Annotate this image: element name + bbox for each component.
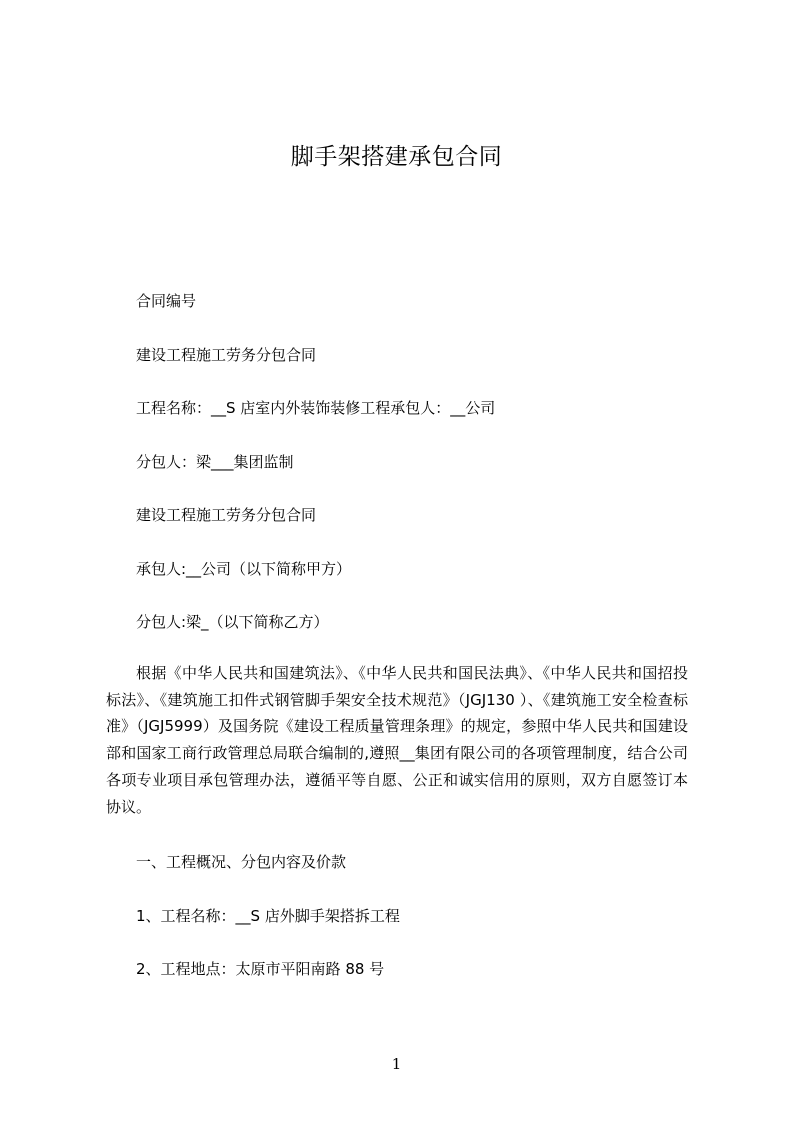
contract-number-label: 合同编号 [136,292,197,310]
section-heading: 一、工程概况、分包内容及价款 [136,853,347,871]
project-name-item: 1、工程名称：__S 店外脚手架搭拆工程 [136,907,400,925]
page-number: 1 [391,1055,402,1073]
contract-type-line: 建设工程施工劳务分包合同 [136,346,317,364]
subcontractor-line: 分包人：梁___集团监制 [136,453,294,471]
subcontractor-party-b-line: 分包人:梁_（以下简称乙方） [136,613,329,631]
project-name-line: 工程名称：__S 店室内外装饰装修工程承包人：__公司 [136,399,496,417]
project-location-item: 2、工程地点：太原市平阳南路 88 号 [136,960,385,978]
contractor-party-a-line: 承包人:__公司（以下简称甲方） [136,560,352,578]
legal-basis-paragraph: 根据《中华人民共和国建筑法》、《中华人民共和国民法典》、《中华人民共和国招投标法》、《建筑施工扣件式钢管脚手架安全技术规范》（JGJ130 ）、《建筑施工安全检查标准》（JGJ5999）及国务院《建设工程质量管理条理》的规定，参照中华人民共和国建设部和国家工商行政管理总局联合编制的,遵照__集团有限公司的各项管理制度，结合公司各项专业项目承包管理办法，遵循平等自愿、公正和诚实信用的原则，双方自愿签订本协议。 [106,664,688,816]
contract-type-line-repeat: 建设工程施工劳务分包合同 [136,506,317,524]
document-title: 脚手架搭建承包合同 [290,144,503,170]
